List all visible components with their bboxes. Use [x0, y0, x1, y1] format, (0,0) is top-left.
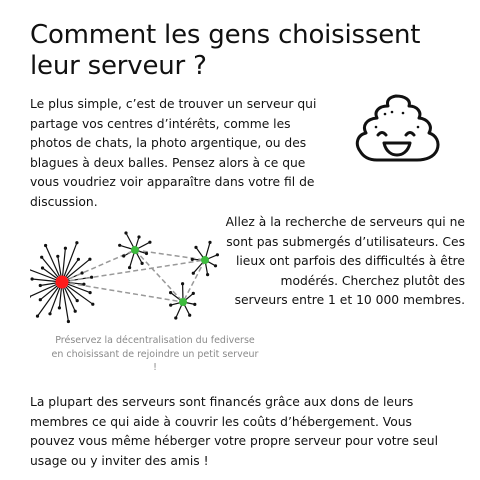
page-title: Comment les gens choisissent leur serveur ?: [30, 20, 421, 81]
smiling-poo-icon: [352, 90, 442, 170]
network-endpoint: [216, 253, 219, 256]
network-endpoint: [41, 266, 44, 269]
network-endpoint: [128, 266, 131, 269]
caption: Préservez la décentralisation du fediverse en choisissant de rejoindre un petit serveur !: [51, 335, 259, 373]
network-endpoint: [181, 282, 184, 285]
network-endpoint: [64, 247, 67, 250]
network-endpoint: [206, 273, 209, 276]
network-endpoint: [145, 252, 148, 255]
network-endpoint: [148, 241, 151, 244]
network-graph: [30, 222, 250, 347]
network-endpoint: [89, 291, 92, 294]
network-endpoint: [137, 235, 140, 238]
network-endpoint: [48, 312, 51, 315]
network-links: [62, 250, 205, 302]
network-endpoint: [58, 306, 61, 309]
footer-paragraph: La plupart des serveurs sont financés grâce aux dons de leurs membres ce qui aide à couvrir les coûts d’hébergement. Vous pouvez vous même héberger votre propre serveur pour votre seul usage ou y inviter des amis !: [30, 395, 438, 468]
network-endpoint: [188, 314, 191, 317]
network-endpoint: [169, 304, 172, 307]
network-endpoint: [75, 241, 78, 244]
network-endpoint: [192, 272, 195, 275]
intro-paragraph: Le plus simple, c’est de trouver un serveur qui partage vos centres d’intérêts, comme les photos de chats, la photo argentique, ou des blagues à deux balles. Pensez alors à ce que vous voudriez voir apparaître dans votre fil de discussion.: [30, 97, 317, 209]
network-endpoint: [118, 244, 121, 247]
network-endpoint: [214, 264, 217, 267]
network-endpoint: [44, 244, 47, 247]
network-endpoint: [31, 277, 34, 280]
network-endpoint: [81, 271, 84, 274]
network-endpoint: [67, 320, 70, 323]
network-endpoint: [88, 258, 91, 261]
network-endpoint: [122, 254, 125, 257]
network-endpoint: [74, 310, 77, 313]
network-endpoint: [169, 291, 172, 294]
network-endpoint: [193, 303, 196, 306]
network-endpoint: [124, 231, 127, 234]
network-endpoint: [76, 299, 79, 302]
network-endpoint: [141, 262, 144, 265]
network-endpoint: [194, 246, 197, 249]
network-endpoint: [56, 255, 59, 258]
network-endpoint: [82, 283, 85, 286]
network-endpoint: [208, 241, 211, 244]
network-endpoint: [36, 315, 39, 318]
network-endpoint: [191, 258, 194, 261]
tip-paragraph: Allez à la recherche de serveurs qui ne sont pas submergés d’utilisateurs. Ces lieux ont parfois des difficultés à être modérés. Cherchez plutôt des serveurs entre 1 et 10 000 membres.: [225, 215, 465, 307]
network-endpoint: [174, 316, 177, 319]
small-server-node: [179, 298, 187, 306]
network-endpoint: [192, 292, 195, 295]
small-server-node: [131, 246, 139, 254]
network-endpoint: [77, 258, 80, 261]
large-server-node: [56, 276, 69, 289]
network-endpoint: [39, 284, 42, 287]
network-endpoint: [40, 256, 43, 259]
network-endpoint: [91, 303, 94, 306]
network-endpoint: [90, 276, 93, 279]
network-endpoint: [39, 298, 42, 301]
small-server-node: [201, 256, 209, 264]
